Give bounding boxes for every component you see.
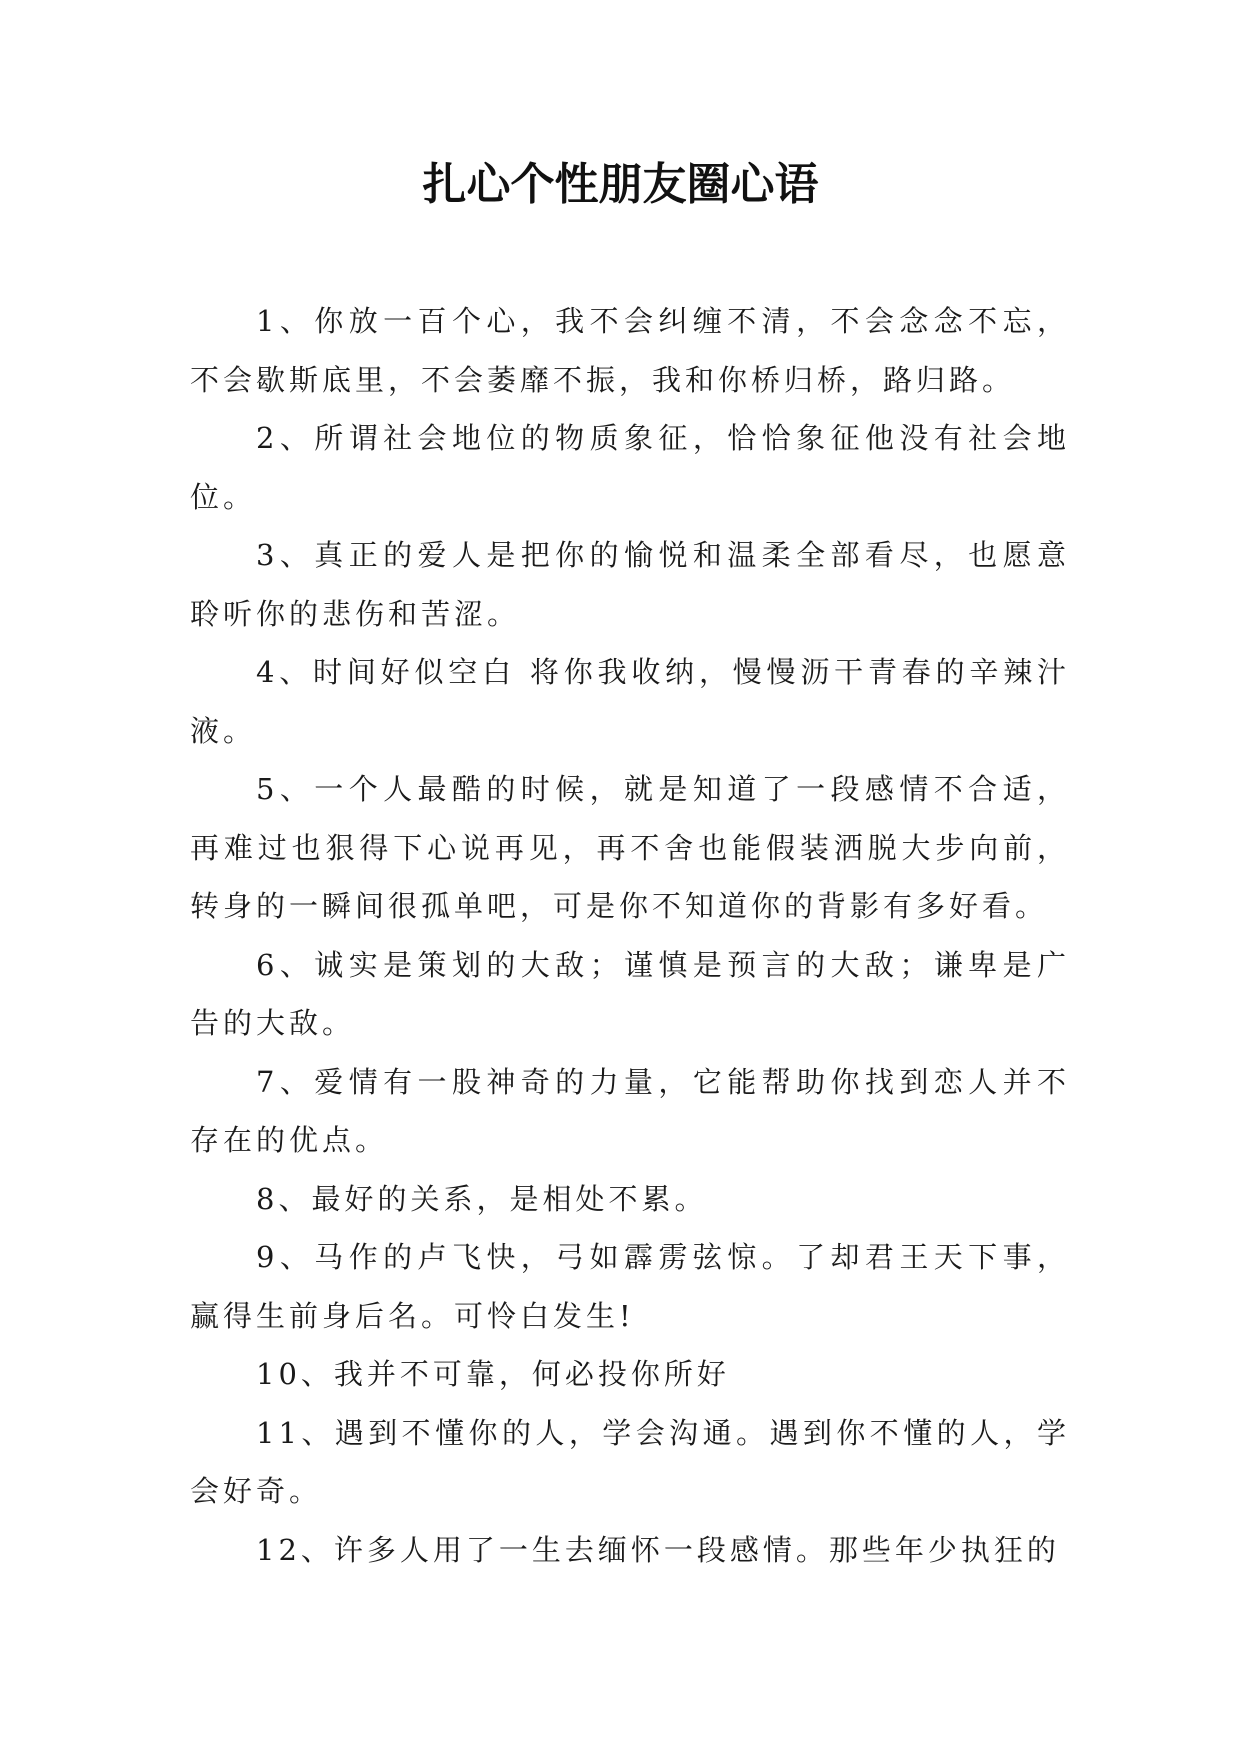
paragraph-12: 12、许多人用了一生去缅怀一段感情。那些年少执狂的 [256,1532,1060,1567]
paragraph-6: 6、诚实是策划的大敌；谨慎是预言的大敌；谦卑是广告的大敌。 [190,947,1070,1040]
paragraph-11: 11、遇到不懂你的人，学会沟通。遇到你不懂的人，学会好奇。 [190,1415,1070,1508]
paragraph-10: 10、我并不可靠，何必投你所好 [256,1357,730,1391]
paragraph-1: 1、你放一百个心，我不会纠缠不清，不会念念不忘，不会歇斯底里，不会萎靡不振，我和你桥归桥，路归路。 [190,304,1070,397]
paragraph-7: 7、爱情有一股神奇的力量，它能帮助你找到恋人并不存在的优点。 [190,1064,1070,1157]
paragraph-8: 8、最好的关系，是相处不累。 [256,1181,708,1216]
paragraph-9: 9、马作的卢飞快，弓如霹雳弦惊。了却君王天下事，赢得生前身后名。可怜白发生! [190,1240,1070,1333]
paragraph-5: 5、一个人最酷的时候，就是知道了一段感情不合适，再难过也狠得下心说再见，再不舍也能假装洒脱大步向前，转身的一瞬间很孤单吧，可是你不知道你的背影有多好看。 [190,772,1070,923]
paragraph-4: 4、时间好似空白 将你我收纳，慢慢沥干青春的辛辣汁液。 [190,655,1070,748]
paragraph-2: 2、所谓社会地位的物质象征，恰恰象征他没有社会地位。 [190,421,1070,514]
paragraph-3: 3、真正的爱人是把你的愉悦和温柔全部看尽，也愿意聆听你的悲伤和苦涩。 [190,538,1070,631]
document-title: 扎心个性朋友圈心语 [422,159,819,210]
document-body [190,292,1070,1579]
